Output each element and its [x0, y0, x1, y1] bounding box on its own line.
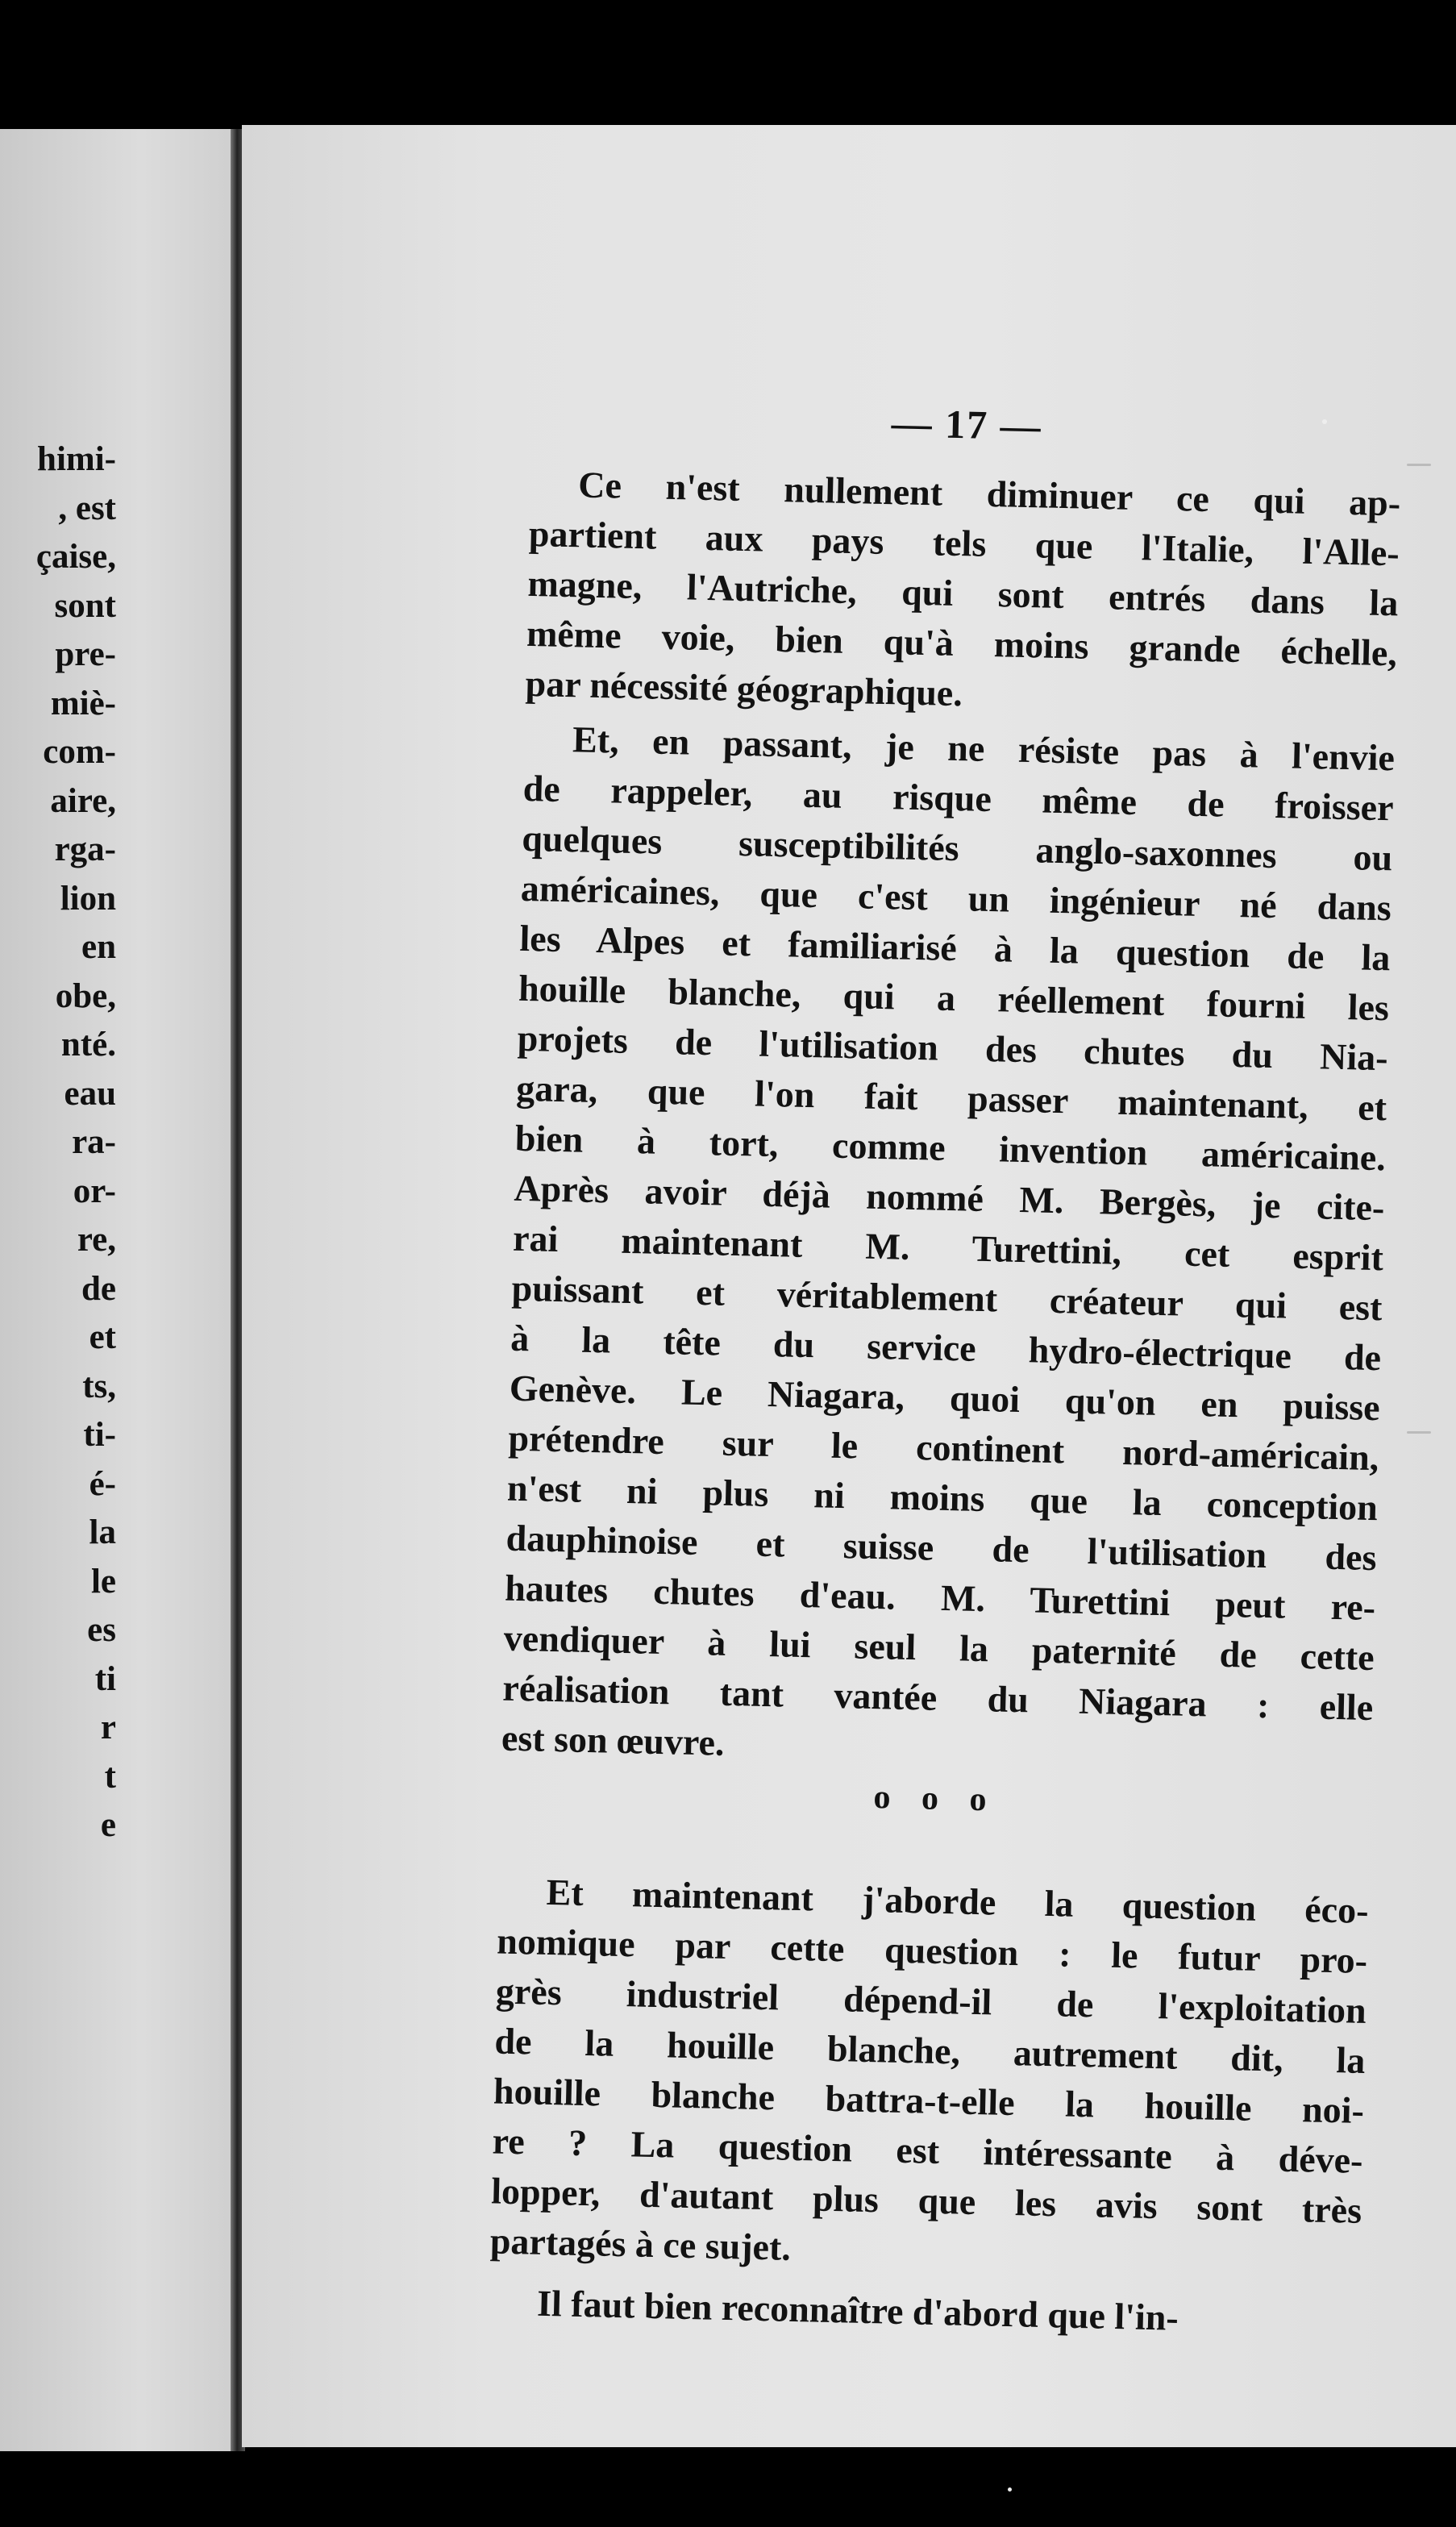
text-line: houille blanche battra-t-elle la houille noi-	[493, 2070, 1365, 2131]
text-line: Et, en passant, je ne résiste pas à l'envie	[572, 718, 1396, 779]
dust-speck	[1322, 419, 1327, 424]
previous-page-line: en	[81, 928, 116, 966]
previous-page-line: ti-	[83, 1416, 116, 1454]
previous-page-line: , est	[58, 489, 116, 527]
dust-speck	[1407, 1431, 1431, 1434]
text-line: magne, l'Autriche, qui sont entrés dans la	[527, 562, 1399, 624]
text-line: prétendre sur le continent nord-américain,	[507, 1417, 1379, 1479]
text-line: Genève. Le Niagara, quoi qu'on en puisse	[509, 1367, 1381, 1429]
previous-page-fragment	[0, 129, 235, 2451]
text-line: quelques susceptibilités anglo-saxonnes ou	[521, 817, 1393, 879]
text-line: partient aux pays tels que l'Italie, l'Alle-	[528, 512, 1400, 574]
text-line: gara, que l'on fait passer maintenant, et	[515, 1067, 1387, 1129]
text-line: par nécessité géographique.	[525, 662, 963, 714]
text-line: réalisation tant vantée du Niagara : elle	[501, 1667, 1374, 1729]
previous-page-line: ts,	[82, 1367, 116, 1405]
previous-page-line: de	[81, 1269, 116, 1308]
previous-page-line: nté.	[60, 1026, 116, 1064]
previous-page-line: es	[87, 1611, 116, 1649]
text-line: américaines, que c'est un ingénieur né dans	[520, 867, 1392, 929]
text-line: hautes chutes d'eau. M. Turettini peut re-	[504, 1567, 1376, 1629]
previous-page-line: aire,	[50, 781, 116, 820]
text-line: vendiquer à lui seul la paternité de cette	[503, 1617, 1375, 1679]
previous-page-text-column	[0, 435, 116, 1850]
previous-page-line: r	[100, 1709, 116, 1746]
previous-page-line: rga-	[54, 831, 116, 868]
previous-page-line: la	[89, 1513, 116, 1551]
previous-page-line: le	[90, 1562, 116, 1601]
previous-page-line: lion	[60, 879, 116, 918]
dust-speck	[1008, 2487, 1012, 2492]
text-line: Ce n'est nullement diminuer ce qui ap-	[577, 464, 1401, 524]
text-line: Et maintenant j'aborde la question éco-	[546, 1871, 1370, 1932]
previous-page-line: com-	[43, 733, 116, 771]
text-line: grès industriel dépend-il de l'exploitation	[495, 1970, 1367, 2031]
previous-page-line: ra-	[72, 1123, 116, 1161]
text-line: bien à tort, comme invention américaine.	[514, 1117, 1387, 1179]
text-line: lopper, d'autant plus que les avis sont très	[490, 2170, 1362, 2231]
text-line: de rappeler, au risque même de froisser	[522, 767, 1395, 829]
text-line: les Alpes et familiarisé à la question de la	[519, 917, 1391, 979]
text-line: puissant et véritablement créateur qui est	[511, 1267, 1383, 1329]
text-line: projets de l'utilisation des chutes du Nia-	[517, 1017, 1389, 1079]
previous-page-line: sont	[54, 586, 116, 625]
text-line: est son œuvre.	[501, 1717, 726, 1763]
text-line: houille blanche, qui a réellement fourni les	[518, 967, 1390, 1029]
book-page	[242, 125, 1456, 2447]
previous-page-line: e	[100, 1806, 116, 1844]
text-line: rai maintenant M. Turettini, cet esprit	[512, 1217, 1384, 1279]
previous-page-line: miè-	[50, 684, 116, 722]
previous-page-line: pre-	[55, 635, 116, 673]
previous-page-line: çaise,	[35, 538, 116, 576]
paragraph-1	[525, 459, 1401, 728]
text-line: n'est ni plus ni moins que la conception	[506, 1467, 1379, 1529]
text-line: dauphinoise et suisse de l'utilisation des	[505, 1517, 1378, 1579]
paragraph-4	[489, 2277, 1360, 2346]
paragraph-2	[501, 714, 1395, 1783]
previous-page-line: eau	[64, 1074, 116, 1113]
text-line: partagés à ce sujet.	[489, 2220, 792, 2268]
text-line: de la houille blanche, autrement dit, la	[493, 2020, 1366, 2081]
text-line: re ? La question est intéressante à déve-	[492, 2120, 1364, 2181]
previous-page-line: t	[104, 1757, 116, 1796]
page-content	[489, 391, 1403, 2338]
text-line: même voie, bien qu'à moins grande échelle,	[526, 612, 1398, 674]
previous-page-line: é-	[89, 1464, 116, 1503]
previous-page-line: himi-	[37, 440, 116, 478]
previous-page-line: re,	[77, 1221, 116, 1259]
text-line: Après avoir déjà nommé M. Bergès, je cite-	[513, 1167, 1385, 1229]
previous-page-line: or-	[73, 1172, 116, 1210]
text-line: à la tête du service hydro-électrique de	[510, 1317, 1382, 1379]
text-line: Il faut bien reconnaître d'abord que l'in-	[536, 2282, 1179, 2338]
section-separator: o o o	[873, 1779, 999, 1819]
paragraph-3	[489, 1867, 1369, 2286]
previous-page-line: ti	[94, 1659, 116, 1698]
text-line: nomique par cette question : le futur pro-	[496, 1920, 1368, 1982]
page-number: — 17 —	[891, 400, 1043, 449]
dust-speck	[1407, 464, 1431, 466]
previous-page-line: obe,	[55, 976, 116, 1015]
previous-page-line: et	[89, 1318, 116, 1356]
